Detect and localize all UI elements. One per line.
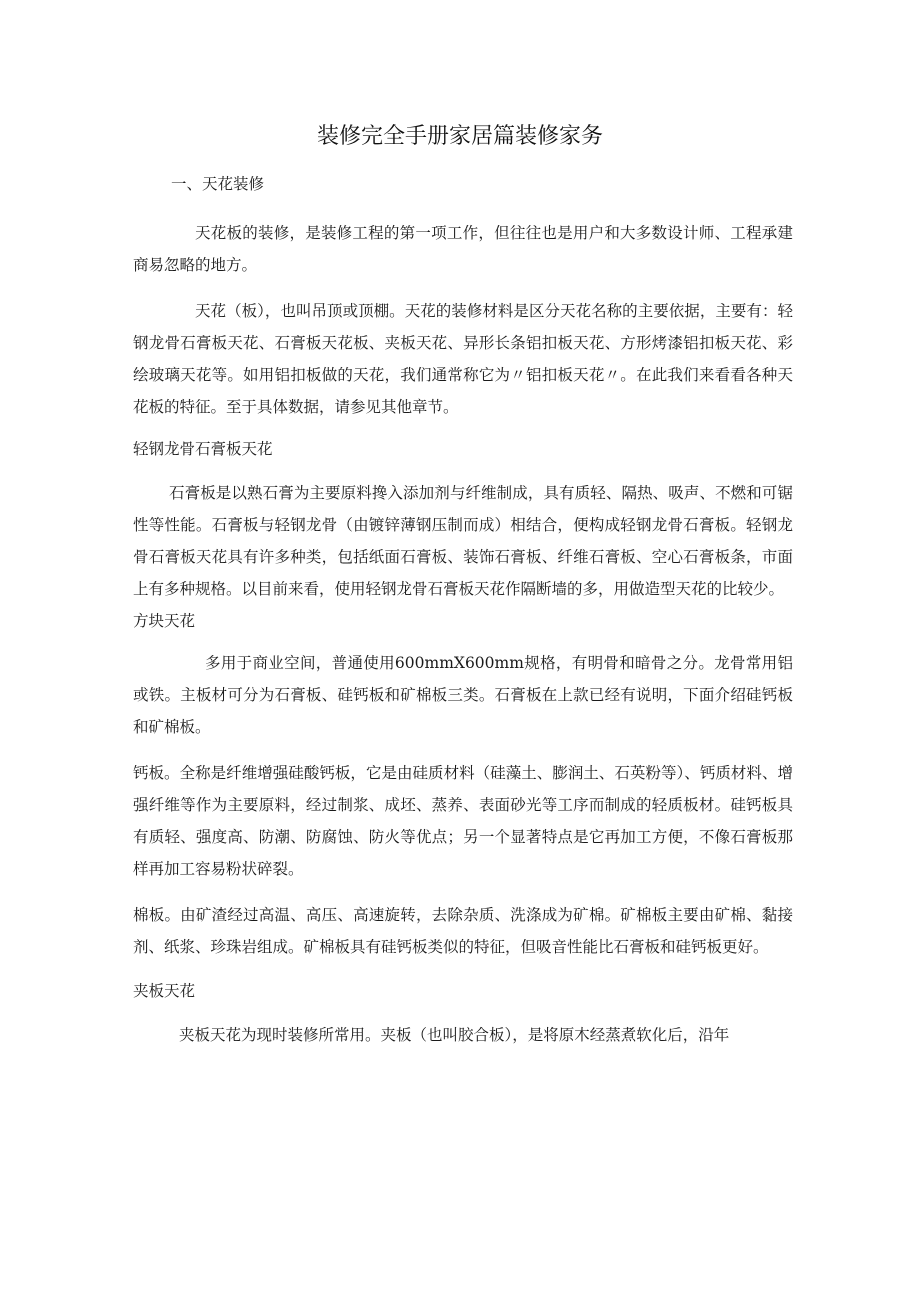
heading-square-block: 方块天花 — [133, 612, 196, 630]
document-title: 装修完全手册家居篇装修家务 — [316, 124, 603, 149]
mineral-wool-paragraph: 棉板。由矿渣经过高温、高压、高速旋转，去除杂质、洗涤成为矿棉。矿棉板主要由矿棉、黏接剂、纸浆、珍珠岩组成。矿棉板具有硅钙板类似的特征，但吸音性能比石膏板和硅钙板更好。 — [133, 906, 793, 956]
plywood-paragraph: 夹板天花为现时装修所常用。夹板（也叫胶合板），是将原木经蒸煮软化后，沿年 — [179, 1026, 730, 1044]
calcium-silicate-paragraph: 钙板。全称是纤维增强硅酸钙板，它是由硅质材料（硅藻土、膨润土、石英粉等）、钙质材料、增强纤维等作为主要原料，经过制浆、成坯、蒸养、表面砂光等工序而制成的轻质板材。硅钙板具有质轻、强度高、防潮、防腐蚀、防火等优点；另一个显著特点是它再加工方便，不像石膏板那样再加工容易粉状碎裂。 — [133, 764, 793, 878]
document-body — [133, 168, 793, 1051]
heading-light-steel-gypsum: 轻钢龙骨石膏板天花 — [133, 440, 273, 458]
square-block-paragraph: 多用于商业空间，普通使用600mmX600mm规格，有明骨和暗骨之分。龙骨常用铝或铁。主板材可分为石膏板、硅钙板和矿棉板三类。石膏板在上款已经有说明，下面介绍硅钙板和矿棉板。 — [133, 654, 793, 736]
intro-paragraph: 天花板的装修，是装修工程的第一项工作，但往往也是用户和大多数设计师、工程承建商易忽略的地方。 — [133, 224, 793, 274]
heading-plywood: 夹板天花 — [133, 982, 196, 1000]
light-steel-paragraph: 石膏板是以熟石膏为主要原料搀入添加剂与纤维制成，具有质轻、隔热、吸声、不燃和可锯性等性能。石膏板与轻钢龙骨（由镀锌薄钢压制而成）相结合，便构成轻钢龙骨石膏板。轻钢龙骨石膏板天花具有许多种类，包括纸面石膏板、装饰石膏板、纤维石膏板、空心石膏板条，市面上有多种规格。以目前来看，使用轻钢龙骨石膏板天花作隔断墙的多，用做造型天花的比较少。 — [133, 484, 793, 598]
overview-paragraph: 天花（板），也叫吊顶或顶棚。天花的装修材料是区分天花名称的主要依据，主要有：轻钢龙骨石膏板天花、石膏板天花板、夹板天花、异形长条铝扣板天花、方形烤漆铝扣板天花、彩绘玻璃天花等。如用铝扣板做的天花，我们通常称它为〃铝扣板天花〃。在此我们来看看各种天花板的特征。至于具体数据，请参见其他章节。 — [133, 302, 793, 416]
section-heading-ceiling: 一、天花装修 — [171, 175, 265, 193]
